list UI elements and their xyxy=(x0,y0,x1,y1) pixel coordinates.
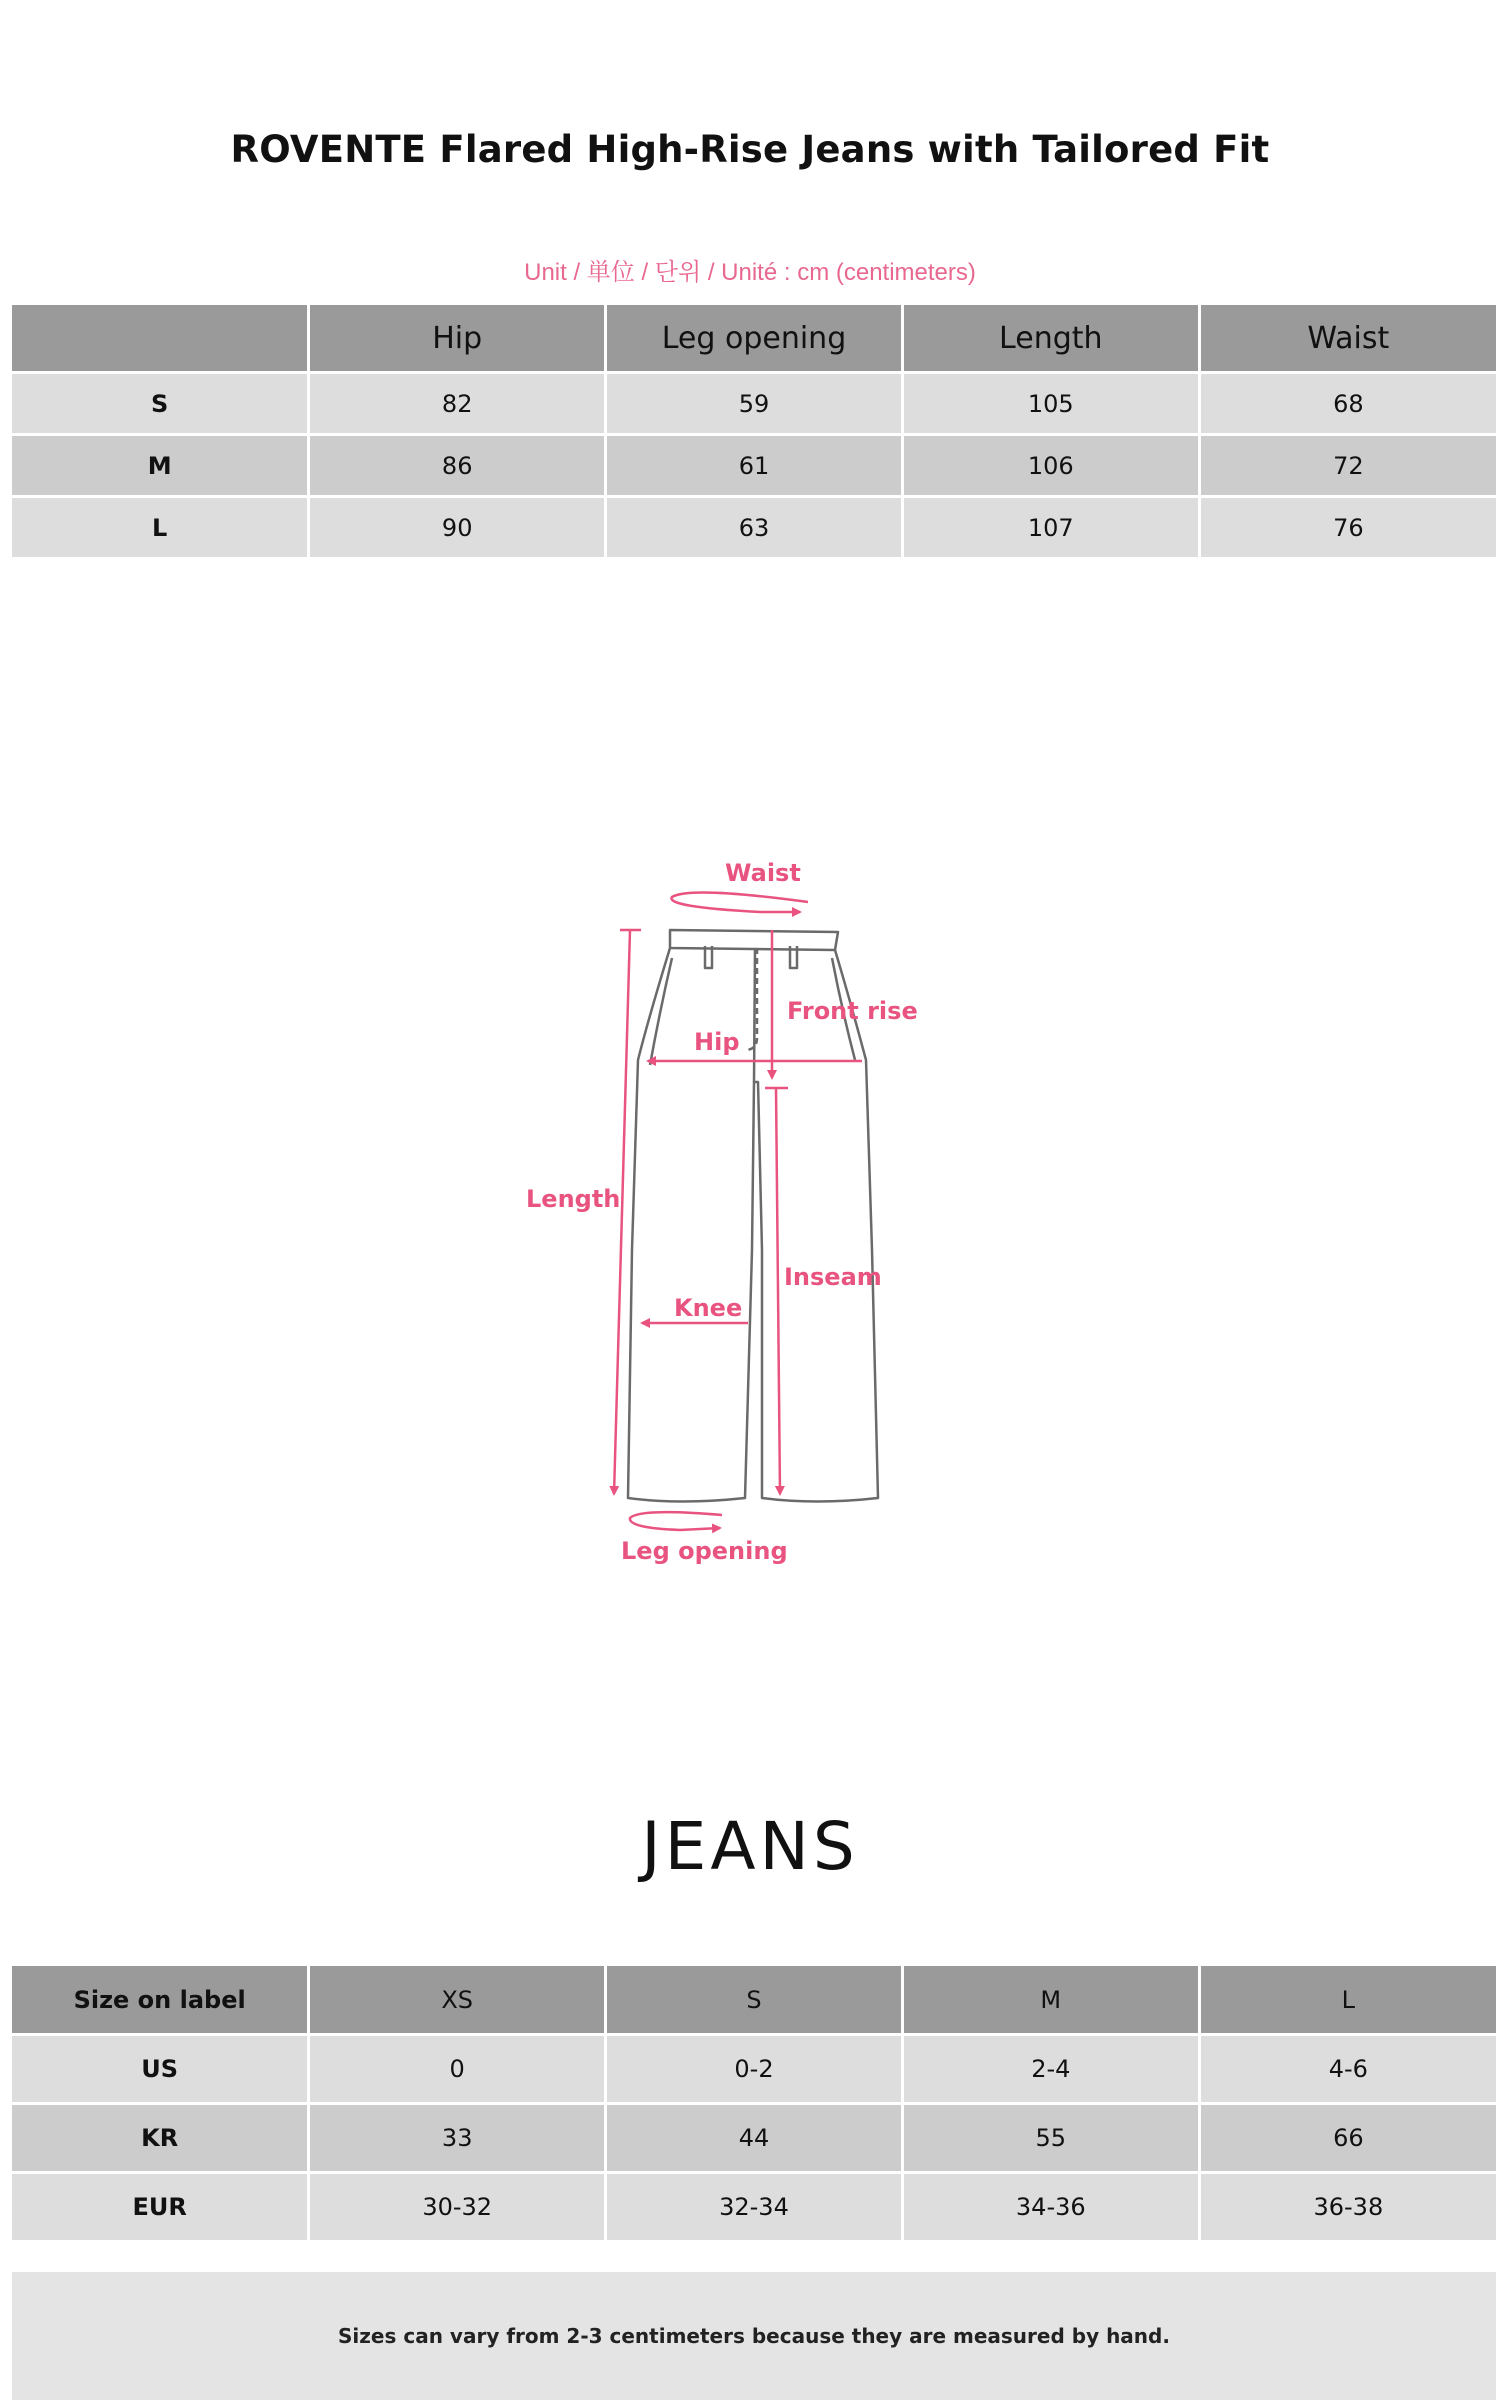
region-label: KR xyxy=(12,2104,309,2173)
label-leg-opening: Leg opening xyxy=(621,1537,788,1565)
label-hip: Hip xyxy=(694,1028,740,1056)
table-row xyxy=(12,435,1496,497)
cell-xs: 30-32 xyxy=(309,2173,606,2242)
cell-length: 106 xyxy=(902,435,1199,497)
cell-xs: 0 xyxy=(309,2035,606,2104)
table-row xyxy=(12,2035,1496,2104)
size-label: M xyxy=(12,435,309,497)
label-inseam: Inseam xyxy=(784,1263,882,1291)
leg-opening-arrow xyxy=(630,1512,722,1530)
table-row xyxy=(12,2173,1496,2242)
header-s: S xyxy=(606,1966,903,2035)
cell-hip: 82 xyxy=(309,373,606,435)
waist-arrow xyxy=(672,893,808,912)
cell-s: 32-34 xyxy=(606,2173,903,2242)
header-l: L xyxy=(1199,1966,1496,2035)
cell-leg-opening: 63 xyxy=(606,497,903,559)
cell-s: 0-2 xyxy=(606,2035,903,2104)
header-corner xyxy=(12,305,309,373)
inseam-arrow xyxy=(765,1088,788,1494)
cell-s: 44 xyxy=(606,2104,903,2173)
table-row xyxy=(12,2104,1496,2173)
header-length: Length xyxy=(902,305,1199,373)
table-row xyxy=(12,497,1496,559)
unit-note: Unit / 単位 / 단위 / Unité : cm (centimeters) xyxy=(524,259,976,286)
cell-waist: 72 xyxy=(1199,435,1496,497)
header-waist: Waist xyxy=(1199,305,1496,373)
page-title: ROVENTE Flared High-Rise Jeans with Tailored Fit xyxy=(230,128,1270,171)
measurement-table xyxy=(12,305,1496,560)
cell-length: 107 xyxy=(902,497,1199,559)
cell-m: 55 xyxy=(902,2104,1199,2173)
cell-hip: 86 xyxy=(309,435,606,497)
cell-l: 4-6 xyxy=(1199,2035,1496,2104)
disclaimer-text: Sizes can vary from 2-3 centimeters because they are measured by hand. xyxy=(338,2324,1170,2348)
cell-waist: 68 xyxy=(1199,373,1496,435)
cell-m: 2-4 xyxy=(902,2035,1199,2104)
table-header-row xyxy=(12,1966,1496,2035)
section-title: JEANS xyxy=(641,1808,859,1885)
table-header-row xyxy=(12,305,1496,373)
cell-m: 34-36 xyxy=(902,2173,1199,2242)
size-label: S xyxy=(12,373,309,435)
cell-waist: 76 xyxy=(1199,497,1496,559)
label-length: Length xyxy=(526,1185,621,1213)
size-label: L xyxy=(12,497,309,559)
size-conversion-table xyxy=(12,1966,1496,2243)
header-size-on-label: Size on label xyxy=(12,1966,309,2035)
header-hip: Hip xyxy=(309,305,606,373)
measurement-disclaimer xyxy=(12,2272,1496,2400)
cell-l: 66 xyxy=(1199,2104,1496,2173)
cell-leg-opening: 61 xyxy=(606,435,903,497)
cell-xs: 33 xyxy=(309,2104,606,2173)
label-waist: Waist xyxy=(725,859,801,887)
header-leg-opening: Leg opening xyxy=(606,305,903,373)
cell-l: 36-38 xyxy=(1199,2173,1496,2242)
region-label: US xyxy=(12,2035,309,2104)
cell-leg-opening: 59 xyxy=(606,373,903,435)
cell-length: 105 xyxy=(902,373,1199,435)
label-front-rise: Front rise xyxy=(787,997,918,1025)
table-row xyxy=(12,373,1496,435)
region-label: EUR xyxy=(12,2173,309,2242)
header-xs: XS xyxy=(309,1966,606,2035)
cell-hip: 90 xyxy=(309,497,606,559)
jeans-measurement-diagram xyxy=(500,840,960,1580)
label-knee: Knee xyxy=(674,1294,743,1322)
header-m: M xyxy=(902,1966,1199,2035)
